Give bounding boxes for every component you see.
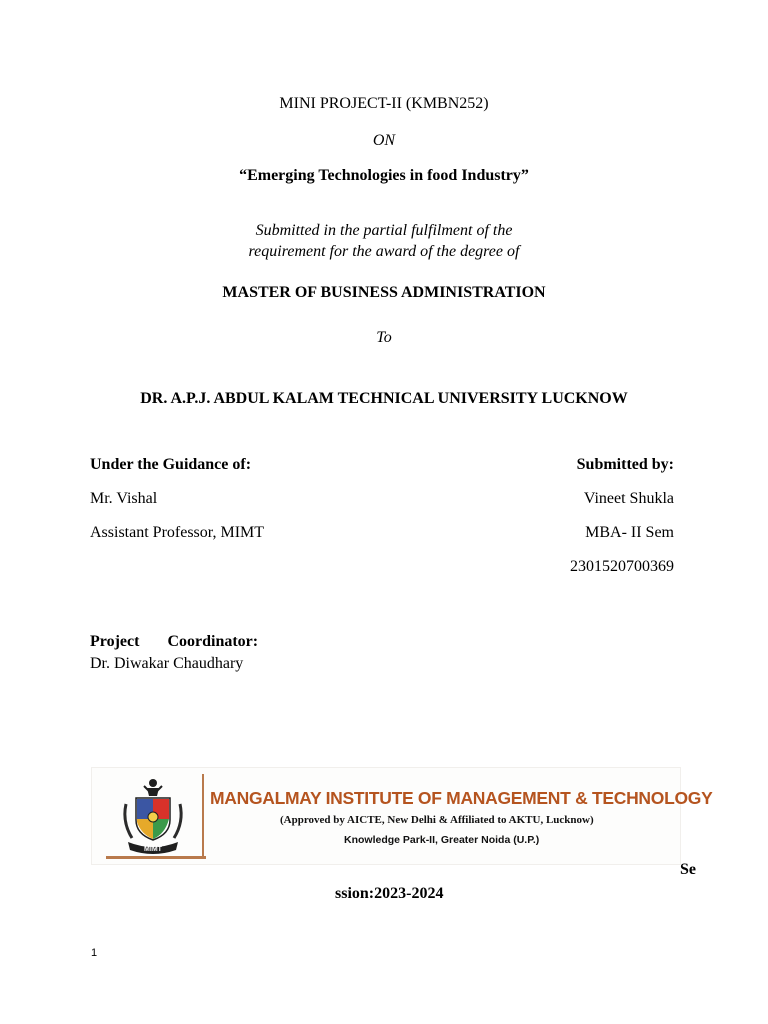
coordinator-heading: [90, 632, 258, 652]
project-title: “Emerging Technologies in food Industry”: [239, 167, 529, 184]
to-label: To: [376, 329, 392, 346]
submitted-by-heading: Submitted by:: [576, 456, 674, 473]
coordinator-heading-word-1: Project: [90, 633, 140, 650]
page-number: 1: [91, 947, 98, 959]
svg-text:MIMT: MIMT: [144, 846, 162, 853]
institute-name: MANGALMAY INSTITUTE OF MANAGEMENT & TECHNOLOGY: [210, 788, 713, 808]
project-code: MINI PROJECT-II (KMBN252): [279, 95, 489, 112]
guide-designation: Assistant Professor, MIMT: [90, 524, 265, 541]
institute-logo: [114, 774, 192, 858]
coordinator-name: Dr. Diwakar Chaudhary: [90, 655, 244, 672]
student-name: Vineet Shukla: [583, 490, 674, 507]
guidance-heading: Under the Guidance of:: [90, 456, 252, 473]
submission-statement-line-1: Submitted in the partial fulfilment of the: [255, 222, 513, 239]
submission-statement-line-2: requirement for the award of the degree of: [248, 243, 520, 260]
degree-name: MASTER OF BUSINESS ADMINISTRATION: [222, 284, 546, 301]
institute-banner: [91, 767, 713, 865]
student-roll-number: 2301520700369: [570, 558, 674, 575]
on-label: ON: [372, 132, 396, 149]
guide-name: Mr. Vishal: [90, 490, 158, 507]
university-name: DR. A.P.J. ABDUL KALAM TECHNICAL UNIVERSITY LUCKNOW: [140, 390, 628, 407]
coordinator-heading-word-2: Coordinator:: [167, 633, 259, 650]
student-course: MBA- II Sem: [585, 524, 674, 541]
banner-divider: [202, 774, 204, 858]
institute-address: Knowledge Park-II, Greater Noida (U.P.): [344, 834, 540, 846]
session-part-2: ssion:2023-2024: [335, 885, 444, 902]
session-part-1: Se: [680, 861, 696, 878]
banner-accent-bar: [106, 856, 206, 859]
institute-approval: (Approved by AICTE, New Delhi & Affiliated to AKTU, Lucknow): [280, 814, 594, 826]
